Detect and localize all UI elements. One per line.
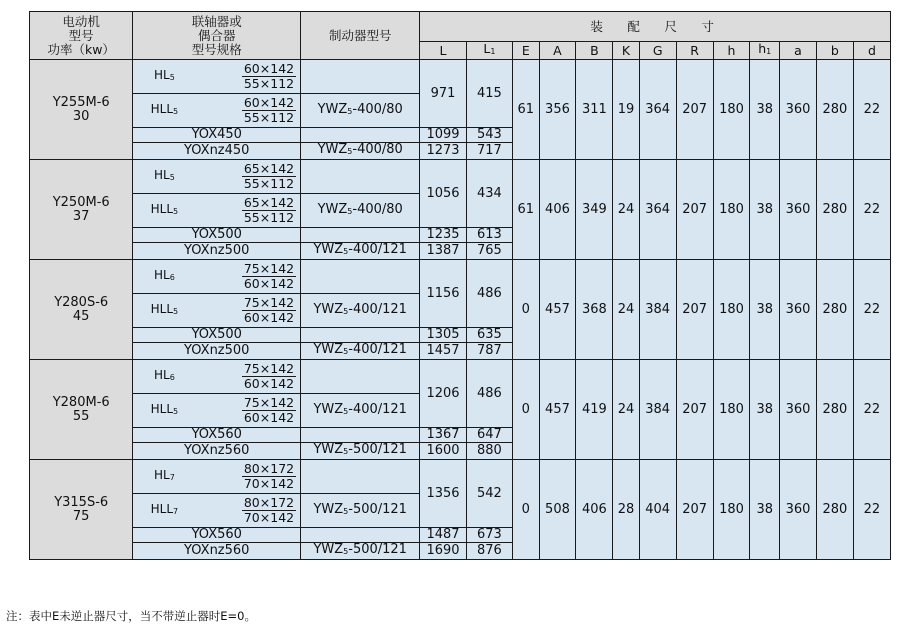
motor-cell (30, 460, 133, 560)
dim-g: 384 (639, 260, 676, 360)
coupling-bore-bottom: 60×142 (243, 310, 295, 325)
coupling-spec (133, 294, 301, 328)
fluid-coupling-model: YOX450 (133, 128, 301, 143)
coupling-spec (133, 160, 301, 194)
dim-l1: 787 (466, 343, 512, 360)
dim-g: 364 (639, 60, 676, 160)
dim-d: 22 (853, 60, 890, 160)
table-row (30, 260, 891, 294)
dim-h: 180 (713, 260, 750, 360)
dim-g: 364 (639, 160, 676, 260)
motor-power: 45 (72, 308, 90, 324)
dim-h1: 38 (750, 260, 780, 360)
brake-model: YWZ5-500/121 (301, 543, 420, 560)
dim-a: 360 (780, 360, 817, 460)
coupling-spec (133, 260, 301, 294)
brake-model: YWZ5-400/121 (301, 343, 420, 360)
motor-power: 30 (72, 108, 90, 124)
header-coupling: 联轴器或 偶合器 型号规格 (133, 12, 301, 60)
col-header-h1: h1 (750, 42, 780, 60)
coupling-bore-top: 75×142 (243, 295, 295, 310)
dim-b: 368 (576, 260, 613, 360)
coupling-type: HL6 (153, 268, 175, 282)
brake-model (301, 528, 420, 543)
dim-h: 180 (713, 460, 750, 560)
brake-model (301, 228, 420, 243)
dim-l: 1235 (420, 228, 466, 243)
motor-model: Y255M-6 (52, 94, 110, 110)
dim-h: 180 (713, 360, 750, 460)
col-header-h: h (713, 42, 750, 60)
col-header-l1: L1 (466, 42, 512, 60)
dim-l1: 613 (466, 228, 512, 243)
dim-l1: 486 (466, 360, 512, 428)
dim-b: 419 (576, 360, 613, 460)
dim-l: 1056 (420, 160, 466, 228)
fluid-coupling-model: YOX500 (133, 228, 301, 243)
fluid-coupling-model: YOX560 (133, 528, 301, 543)
brake-model (301, 128, 420, 143)
motor-model: Y250M-6 (52, 194, 110, 210)
assembly-dimension-table (29, 11, 891, 560)
coupling-spec (133, 394, 301, 428)
coupling-bore-top: 65×142 (243, 161, 295, 176)
dim-r: 207 (676, 160, 713, 260)
dim-b: 280 (816, 460, 853, 560)
header-motor: 电动机 型号 功率（kw） (30, 12, 133, 60)
dim-l1: 434 (466, 160, 512, 228)
coupling-bore-top: 80×172 (243, 461, 295, 476)
motor-cell (30, 360, 133, 460)
dim-b: 280 (816, 360, 853, 460)
motor-cell (30, 60, 133, 160)
dim-h1: 38 (750, 160, 780, 260)
dim-l: 1387 (420, 243, 466, 260)
coupling-spec (133, 494, 301, 528)
fluid-coupling-model: YOX560 (133, 428, 301, 443)
coupling-type: HLL5 (150, 402, 179, 416)
dim-l: 1690 (420, 543, 466, 560)
coupling-bore-top: 60×142 (243, 95, 295, 110)
brake-model (301, 328, 420, 343)
fluid-coupling-model: YOXnz560 (133, 543, 301, 560)
col-header-b: b (816, 42, 853, 60)
col-header-r: R (676, 42, 713, 60)
table-row (30, 160, 891, 194)
brake-model: YWZ5-400/80 (301, 143, 420, 160)
brake-model (301, 60, 420, 94)
table-row (30, 60, 891, 94)
col-header-k: K (613, 42, 639, 60)
dim-k: 28 (613, 460, 639, 560)
header-assembly: 装 配 尺 寸 (420, 12, 891, 42)
dim-l: 1600 (420, 443, 466, 460)
dim-l1: 415 (466, 60, 512, 128)
dim-d: 22 (853, 360, 890, 460)
dim-l: 1206 (420, 360, 466, 428)
coupling-type: HL5 (153, 168, 175, 182)
dim-l: 1305 (420, 328, 466, 343)
brake-model (301, 160, 420, 194)
coupling-bore-bottom: 70×142 (243, 510, 295, 525)
motor-model: Y315S-6 (54, 494, 109, 510)
coupling-spec (133, 94, 301, 128)
dim-l1: 673 (466, 528, 512, 543)
coupling-bore-top: 60×142 (243, 61, 295, 76)
coupling-bore-bottom: 70×142 (243, 476, 295, 491)
coupling-spec (133, 360, 301, 394)
brake-model: YWZ5-400/80 (301, 194, 420, 228)
dim-l1: 486 (466, 260, 512, 328)
dim-l1: 717 (466, 143, 512, 160)
motor-cell (30, 160, 133, 260)
brake-model: YWZ5-500/121 (301, 494, 420, 528)
dim-l1: 543 (466, 128, 512, 143)
dim-e: 0 (513, 460, 539, 560)
dim-l: 1356 (420, 460, 466, 528)
coupling-bore-top: 75×142 (243, 395, 295, 410)
col-header-e: E (513, 42, 539, 60)
fluid-coupling-model: YOX500 (133, 328, 301, 343)
dim-l: 1099 (420, 128, 466, 143)
coupling-type: HLL5 (150, 302, 179, 316)
dim-h: 180 (713, 160, 750, 260)
table-row (30, 460, 891, 494)
dim-e: 61 (513, 160, 539, 260)
dim-a: 360 (780, 460, 817, 560)
dim-l1: 876 (466, 543, 512, 560)
dim-r: 207 (676, 460, 713, 560)
header-brake: 制动器型号 (301, 12, 420, 60)
dim-g: 384 (639, 360, 676, 460)
dim-d: 22 (853, 260, 890, 360)
footnote: 注：表中E未逆止器尺寸，当不带逆止器时E=0。 (6, 609, 256, 623)
brake-model: YWZ5-400/80 (301, 94, 420, 128)
col-header-a: A (539, 42, 576, 60)
dim-a: 406 (539, 160, 576, 260)
dim-r: 207 (676, 260, 713, 360)
dim-r: 207 (676, 360, 713, 460)
dim-l: 1457 (420, 343, 466, 360)
dim-h1: 38 (750, 460, 780, 560)
col-header-d: d (853, 42, 890, 60)
coupling-type: HLL7 (150, 502, 179, 516)
brake-model (301, 360, 420, 394)
motor-model: Y280S-6 (54, 294, 109, 310)
motor-power: 55 (72, 408, 90, 424)
dim-h1: 38 (750, 360, 780, 460)
col-header-g: G (639, 42, 676, 60)
coupling-bore-bottom: 55×112 (243, 110, 295, 125)
dim-a: 457 (539, 360, 576, 460)
fluid-coupling-model: YOXnz450 (133, 143, 301, 160)
dim-b: 349 (576, 160, 613, 260)
coupling-type: HL6 (153, 368, 175, 382)
dim-l: 971 (420, 60, 466, 128)
brake-model: YWZ5-400/121 (301, 294, 420, 328)
coupling-bore-bottom: 60×142 (243, 410, 295, 425)
table-row (30, 360, 891, 394)
coupling-bore-bottom: 55×112 (243, 76, 295, 91)
dim-a: 356 (539, 60, 576, 160)
coupling-bore-top: 80×172 (243, 495, 295, 510)
dim-l: 1487 (420, 528, 466, 543)
col-header-l: L (420, 42, 466, 60)
brake-model (301, 428, 420, 443)
dim-l1: 635 (466, 328, 512, 343)
motor-model: Y280M-6 (52, 394, 110, 410)
brake-model (301, 260, 420, 294)
coupling-bore-top: 75×142 (243, 361, 295, 376)
dim-b: 406 (576, 460, 613, 560)
brake-model (301, 460, 420, 494)
brake-model: YWZ5-400/121 (301, 394, 420, 428)
dim-g: 404 (639, 460, 676, 560)
motor-power: 37 (72, 208, 90, 224)
brake-model: YWZ5-400/121 (301, 243, 420, 260)
coupling-bore-top: 75×142 (243, 261, 295, 276)
dim-b: 280 (816, 60, 853, 160)
dim-a: 360 (780, 60, 817, 160)
coupling-type: HLL5 (150, 202, 179, 216)
fluid-coupling-model: YOXnz500 (133, 243, 301, 260)
coupling-bore-top: 65×142 (243, 195, 295, 210)
dim-a: 508 (539, 460, 576, 560)
dim-l1: 647 (466, 428, 512, 443)
dim-e: 0 (513, 260, 539, 360)
dim-b: 280 (816, 160, 853, 260)
coupling-type: HL5 (153, 68, 175, 82)
fluid-coupling-model: YOXnz560 (133, 443, 301, 460)
col-header-b: B (576, 42, 613, 60)
dim-b: 280 (816, 260, 853, 360)
dim-r: 207 (676, 60, 713, 160)
dim-k: 24 (613, 360, 639, 460)
fluid-coupling-model: YOXnz500 (133, 343, 301, 360)
dim-l: 1156 (420, 260, 466, 328)
dim-l1: 765 (466, 243, 512, 260)
motor-power: 75 (72, 508, 90, 524)
coupling-spec (133, 60, 301, 94)
dim-l1: 542 (466, 460, 512, 528)
dim-b: 311 (576, 60, 613, 160)
dim-a: 360 (780, 160, 817, 260)
dim-a: 457 (539, 260, 576, 360)
coupling-spec (133, 194, 301, 228)
dim-l: 1273 (420, 143, 466, 160)
col-header-a: a (780, 42, 817, 60)
dim-h1: 38 (750, 60, 780, 160)
coupling-bore-bottom: 60×142 (243, 276, 295, 291)
dim-k: 24 (613, 260, 639, 360)
dim-e: 61 (513, 60, 539, 160)
dim-k: 24 (613, 160, 639, 260)
coupling-bore-bottom: 60×142 (243, 376, 295, 391)
coupling-type: HL7 (153, 468, 175, 482)
coupling-bore-bottom: 55×112 (243, 176, 295, 191)
dim-k: 19 (613, 60, 639, 160)
brake-model: YWZ5-500/121 (301, 443, 420, 460)
dim-d: 22 (853, 460, 890, 560)
dim-l1: 880 (466, 443, 512, 460)
dim-l: 1367 (420, 428, 466, 443)
coupling-spec (133, 460, 301, 494)
motor-cell (30, 260, 133, 360)
dim-h: 180 (713, 60, 750, 160)
coupling-bore-bottom: 55×112 (243, 210, 295, 225)
dim-e: 0 (513, 360, 539, 460)
dim-d: 22 (853, 160, 890, 260)
dim-a: 360 (780, 260, 817, 360)
coupling-type: HLL5 (150, 102, 179, 116)
